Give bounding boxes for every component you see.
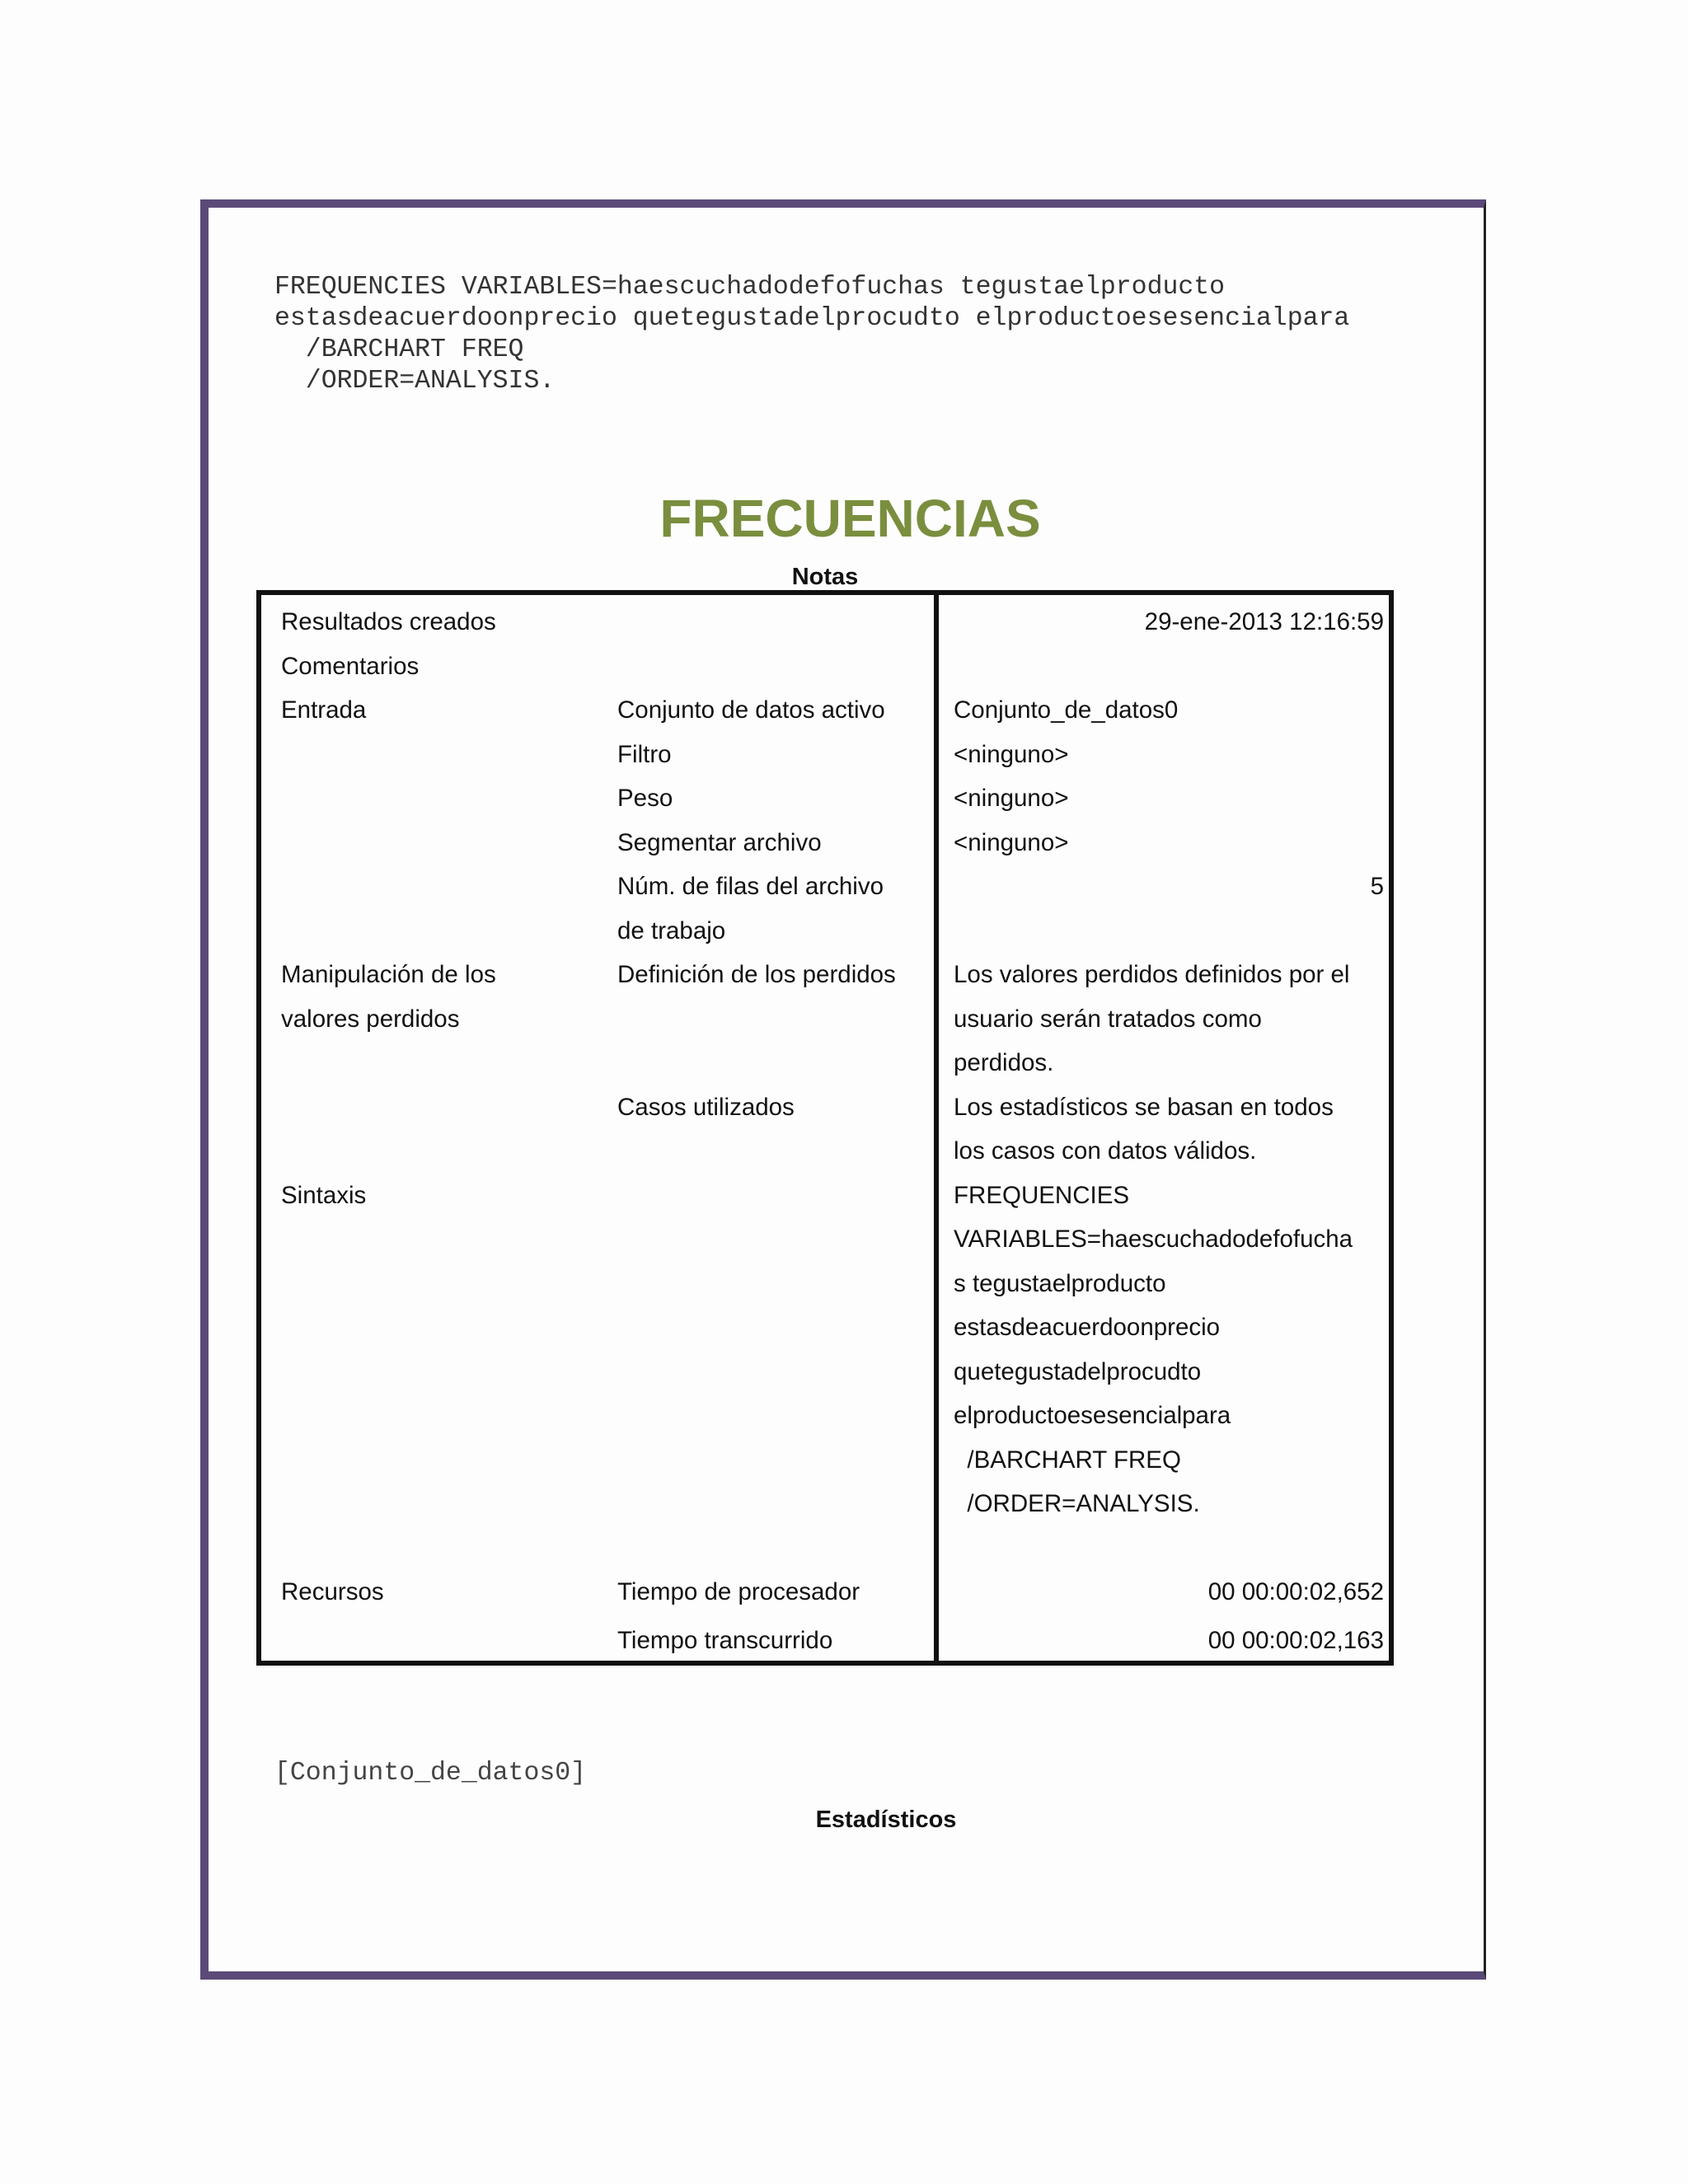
notes-cell-c1: Manipulación de los valores perdidos [281,961,496,1033]
notes-cell-c1: Resultados creados [281,608,496,635]
notes-cell-c3: Conjunto_de_datos0 [954,696,1179,724]
notes-cell-c1: Entrada [281,696,367,724]
notes-cell-c2: Tiempo transcurrido [617,1626,833,1654]
notes-cell-c2: Núm. de filas del archivo de trabajo [617,873,884,944]
notes-cell-c3: 00 00:00:02,652 [1207,1578,1384,1605]
notes-cell-c2: Casos utilizados [617,1093,795,1121]
notes-cell-c1: Recursos [281,1578,384,1605]
notes-cell-c2: Definición de los perdidos [617,961,896,988]
notes-cell-c3: 00 00:00:02,163 [1207,1626,1384,1654]
notes-cell-c3: Los valores perdidos definidos por el usuario serán tratados como perdidos. [954,961,1350,1076]
syntax-line: /ORDER=ANALYSIS. [274,367,556,396]
page-title: FRECUENCIAS [659,489,1041,548]
statistics-caption: Estadísticos [815,1807,957,1833]
notes-cell-c3: <ninguno> [954,828,1069,856]
syntax-block [274,272,1349,397]
notes-cell-c3: FREQUENCIES VARIABLES=haescuchadodefofucha s tegustaelproducto estasdeacuerdoonprecio quetegustadelprocudto elproductoesesencialpara /BARCHART FREQ /ORDER=ANALYSIS. [954,1181,1353,1517]
notes-caption: Notas [791,564,859,590]
notes-cell-c2: Peso [617,785,673,812]
dataset-reference: [Conjunto_de_datos0] [274,1759,587,1788]
column-divider [934,595,939,1661]
notes-cell-c1: Comentarios [281,652,420,680]
syntax-line: FREQUENCIES VARIABLES=haescuchadodefofuchas tegustaelproducto [274,273,1226,302]
syntax-line: /BARCHART FREQ [274,335,524,364]
notes-cell-c2: Segmentar archivo [617,828,822,856]
notes-cell-c3: Los estadísticos se basan en todos los casos con datos válidos. [954,1093,1334,1165]
notes-cell-c3: 5 [1370,873,1384,900]
notes-cell-c2: Tiempo de procesador [617,1578,860,1605]
syntax-line: estasdeacuerdoonprecio quetegustadelprocudto elproductoesesencialpara [274,304,1350,333]
notes-cell-c3: <ninguno> [954,740,1069,768]
notes-cell-c2: Filtro [617,740,672,768]
notes-table [256,590,1394,1666]
notes-cell-c2: Conjunto de datos activo [617,696,885,724]
notes-cell-c1: Sintaxis [281,1181,367,1209]
notes-cell-c3: 29-ene-2013 12:16:59 [1144,608,1384,635]
notes-cell-c3: <ninguno> [954,785,1069,812]
